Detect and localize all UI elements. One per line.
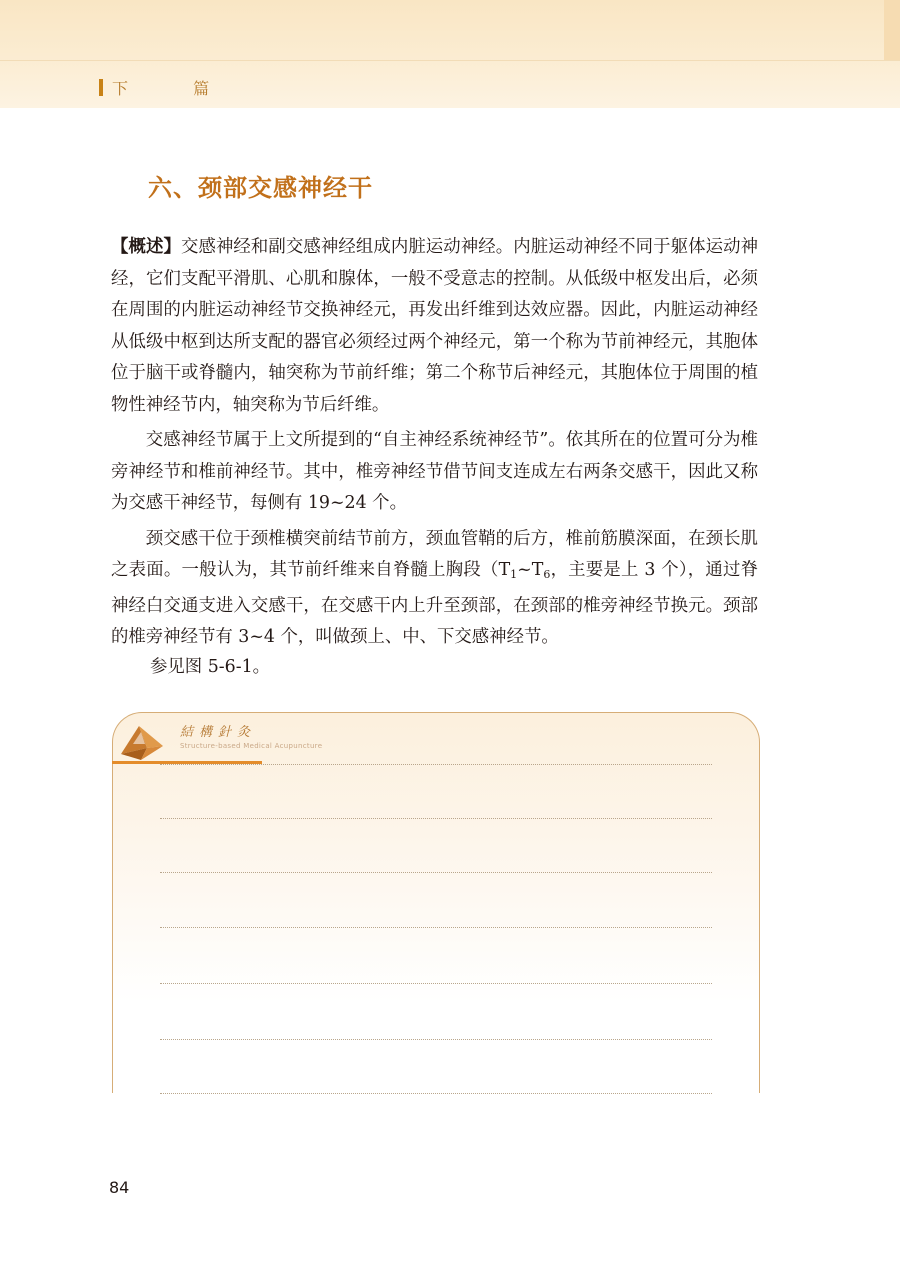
overview-tag: 【概述】 bbox=[111, 237, 181, 257]
cervical-trunk-paragraph: 颈交感干位于颈椎横突前结节前方，颈血管鞘的后方，椎前筋膜深面，在颈长肌之表面。一般认为，其节前纤维来自脊髓上胸段（$T_1\sim T_6$，主要是上 3 个），通过脊神经白交通支进入交感干，在交感干内上升至颈部，在颈部的椎旁神经节换元。颈部的椎旁神经节有 3~4 个，叫做颈上、中、下交感神经节。 bbox=[111, 528, 758, 647]
note-line bbox=[160, 927, 712, 928]
ganglion-paragraph: 交感神经节属于上文所提到的“自主神经系统神经节”。依其所在的位置可分为椎旁神经节和椎前神经节。其中，椎旁神经节借节间支连成左右两条交感干，因此又称为交感干神经节，每侧有 19~24 个。 bbox=[111, 430, 758, 513]
notes-box bbox=[112, 712, 760, 1093]
note-line bbox=[160, 1093, 712, 1094]
overview-text: 交感神经和副交感神经组成内脏运动神经。内脏运动神经不同于躯体运动神经，它们支配平滑肌、心肌和腺体，一般不受意志的控制。从低级中枢发出后，必须在周围的内脏运动神经节交换神经元，再发出纤维到达效应器。因此，内脏运动神经从低级中枢到达所支配的器官必须经过两个神经元，第一个称为节前神经元，其胞体位于脑干或脊髓内，轴突称为节前纤维；第二个称节后神经元，其胞体位于周围的植物性神经节内，轴突称为节后纤维。 bbox=[111, 237, 758, 415]
logo-title: 結構針灸 bbox=[180, 725, 257, 740]
body-text bbox=[111, 232, 758, 658]
figure-reference: 参见图 5-6-1。 bbox=[150, 657, 271, 677]
logo-subtitle: Structure-based Medical Acupuncture bbox=[180, 742, 323, 750]
page-edge-strip bbox=[884, 0, 900, 60]
section-tab bbox=[99, 76, 239, 98]
page-number: 84 bbox=[109, 1178, 130, 1197]
section-tab-bar bbox=[99, 79, 103, 96]
overview-paragraph bbox=[111, 232, 758, 421]
header-divider bbox=[0, 60, 900, 61]
note-line bbox=[160, 764, 712, 765]
note-line bbox=[160, 1039, 712, 1040]
section-tab-label: 下 篇 bbox=[112, 78, 240, 98]
note-line bbox=[160, 818, 712, 819]
section-title: 六、颈部交感神经干 bbox=[148, 174, 373, 202]
note-line bbox=[160, 983, 712, 984]
note-line bbox=[160, 872, 712, 873]
